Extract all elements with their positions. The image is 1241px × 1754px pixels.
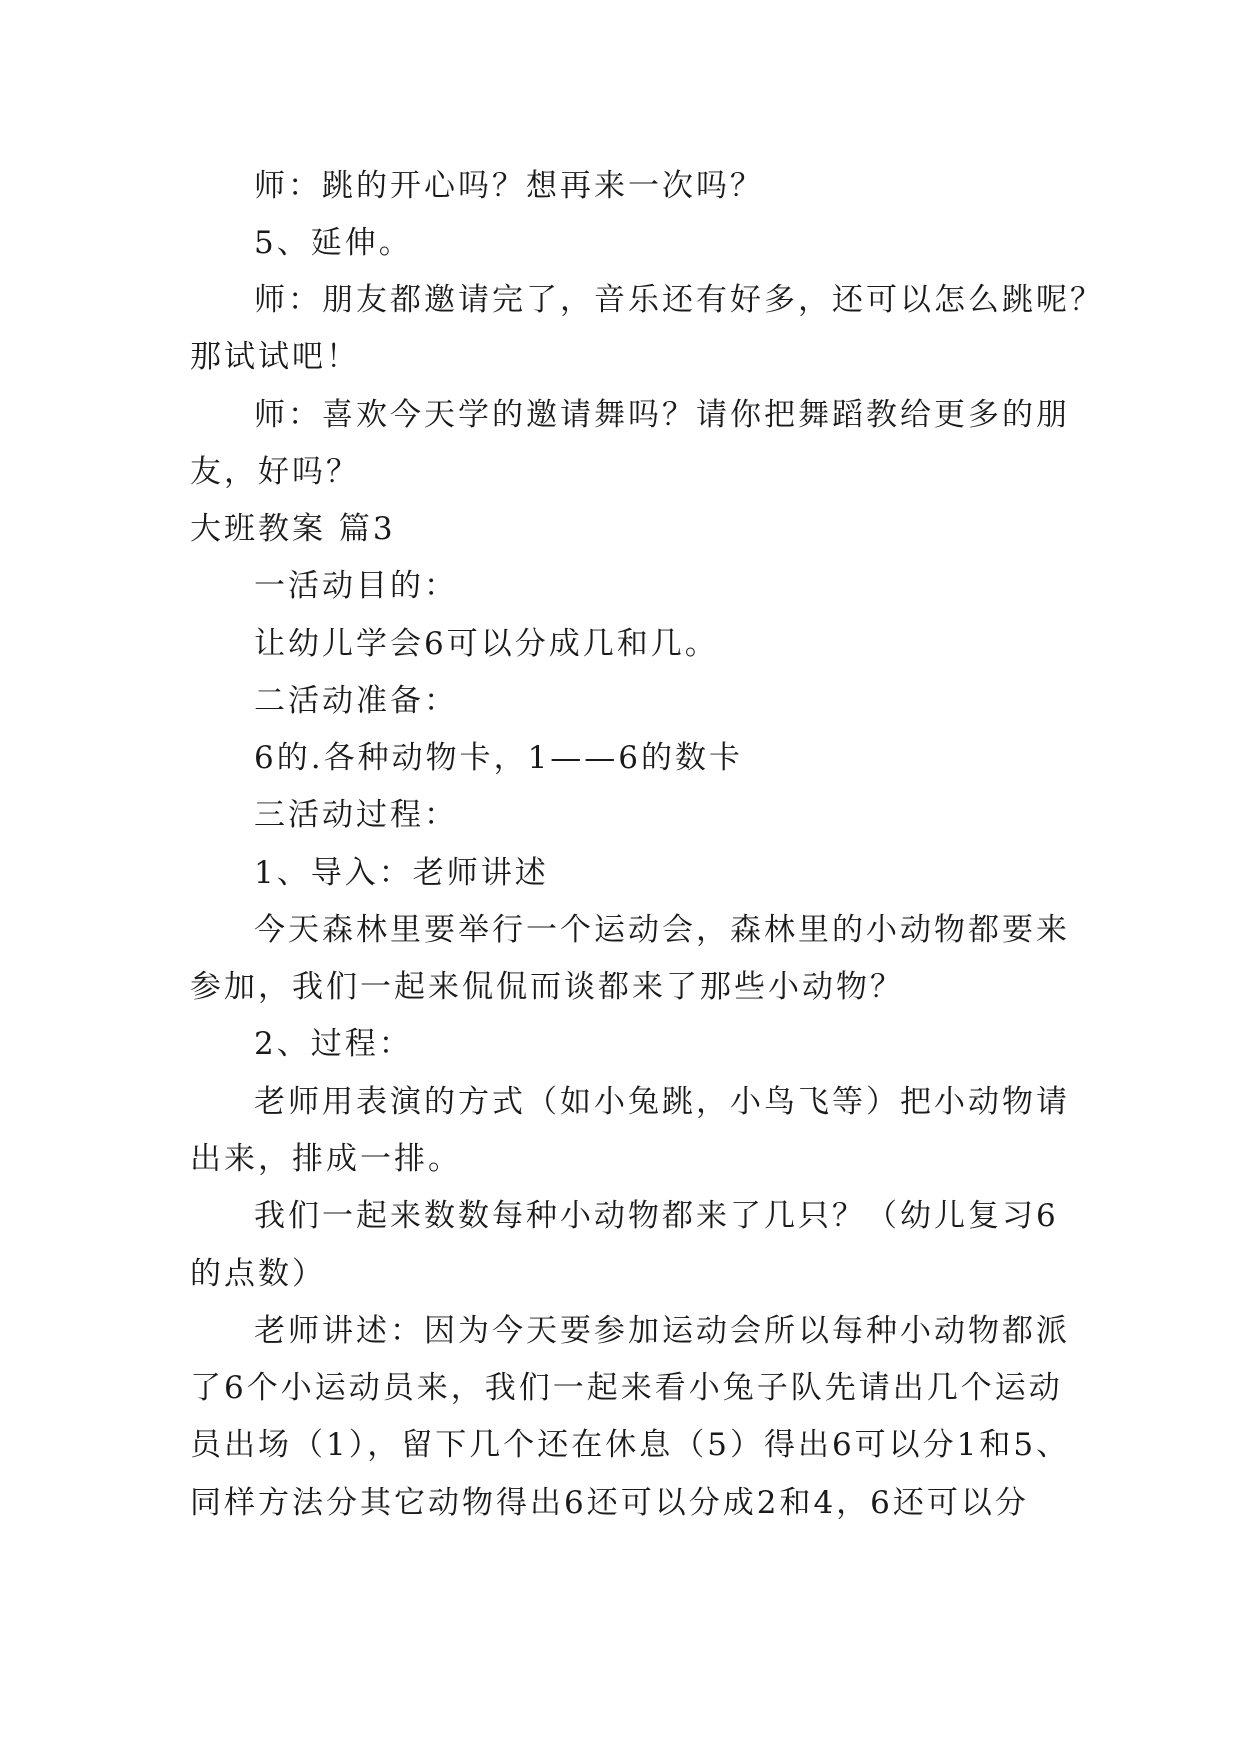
- paragraph-line: 了6个小运动员来，我们一起来看小兔子队先请出几个运动: [190, 1370, 1063, 1406]
- paragraph-line: 出来，排成一排。: [190, 1141, 462, 1177]
- paragraph-line: 老师讲述：因为今天要参加运动会所以每种小动物都派: [254, 1313, 1070, 1349]
- paragraph-line: 2、过程：: [254, 1026, 413, 1062]
- paragraph-line: 1、导入：老师讲述: [254, 855, 549, 891]
- section-heading: 大班教案 篇3: [190, 511, 396, 547]
- paragraph-line: 师：朋友都邀请完了，音乐还有好多，还可以怎么跳呢？: [254, 282, 1104, 318]
- paragraph-line: 一活动目的：: [254, 568, 458, 604]
- paragraph-line: 老师用表演的方式（如小兔跳，小鸟飞等）把小动物请: [254, 1084, 1070, 1120]
- paragraph-line: 5、延伸。: [254, 225, 413, 261]
- paragraph-line: 三活动过程：: [254, 797, 458, 833]
- paragraph-line: 友，好吗？: [190, 454, 360, 490]
- paragraph-line: 我们一起来数数每种小动物都来了几只？（幼儿复习6: [254, 1198, 1059, 1234]
- paragraph-line: 的点数）: [190, 1256, 326, 1292]
- paragraph-line: 二活动准备：: [254, 683, 458, 719]
- paragraph-line: 参加，我们一起来侃侃而谈都来了那些小动物？: [190, 969, 904, 1005]
- paragraph-line: 今天森林里要举行一个运动会，森林里的小动物都要来: [254, 912, 1070, 948]
- paragraph-line: 同样方法分其它动物得出6还可以分成2和4，6还可以分: [190, 1485, 1029, 1521]
- paragraph-line: 师：跳的开心吗？想再来一次吗？: [254, 168, 764, 204]
- paragraph-line: 那试试吧！: [190, 339, 360, 375]
- paragraph-line: 员出场（1），留下几个还在休息（5）得出6可以分1和5、: [190, 1427, 1071, 1463]
- paragraph-line: 师：喜欢今天学的邀请舞吗？请你把舞蹈教给更多的朋: [254, 397, 1070, 433]
- paragraph-line: 6的.各种动物卡，1——6的数卡: [254, 740, 744, 776]
- paragraph-line: 让幼儿学会6可以分成几和几。: [254, 626, 719, 662]
